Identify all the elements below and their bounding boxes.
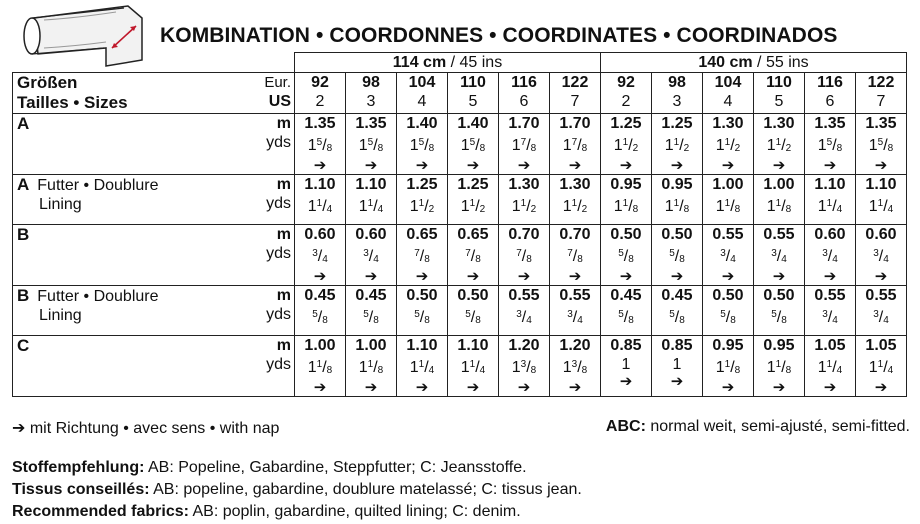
- with-nap-arrow-icon: ➔: [670, 268, 684, 285]
- with-nap-arrow-icon: ➔: [721, 157, 735, 174]
- with-nap-arrow-icon: ➔: [772, 379, 786, 396]
- yardage-cell: 1.40 $1^5/_8$ ➔: [448, 114, 499, 175]
- with-nap-arrow-icon: ➔: [517, 379, 531, 396]
- with-nap-arrow-icon: ➔: [517, 268, 531, 285]
- fabric-yardage-table: [12, 52, 907, 397]
- view-label: B: [13, 225, 253, 286]
- yardage-cell: 0.55 $^3/_4$: [499, 286, 550, 336]
- yardage-cell: 0.95 $1^1/_8$: [601, 175, 652, 225]
- with-nap-arrow-icon: ➔: [415, 379, 429, 396]
- yardage-cell: 0.50 $^5/_8$: [448, 286, 499, 336]
- with-nap-arrow-icon: ➔: [874, 157, 888, 174]
- yardage-cell: 1.05 $1^1/_4$ ➔: [805, 336, 856, 397]
- yardage-cell: 0.60 $^3/_4$ ➔: [856, 225, 907, 286]
- yardage-cell: 1.30 $1^1/_2$: [550, 175, 601, 225]
- with-nap-arrow-icon: ➔: [364, 379, 378, 396]
- with-nap-arrow-icon: ➔: [823, 268, 837, 285]
- page-title: KOMBINATION • COORDONNES • COORDINATES • COORDINADOS: [160, 24, 838, 47]
- yardage-cell: 0.50 $^5/_8$: [703, 286, 754, 336]
- size-column-header: 92 2: [601, 73, 652, 114]
- unit-label: m yds: [253, 225, 295, 286]
- yardage-cell: 1.20 $1^3/_8$ ➔: [550, 336, 601, 397]
- size-column-header: 110 5: [448, 73, 499, 114]
- yardage-cell: 1.00 $1^1/_8$ ➔: [346, 336, 397, 397]
- view-label: C: [13, 336, 253, 397]
- yardage-cell: 1.35 $1^5/_8$ ➔: [805, 114, 856, 175]
- yardage-cell: 1.25 $1^1/_2$ ➔: [652, 114, 703, 175]
- with-nap-arrow-icon: ➔: [313, 268, 327, 285]
- yardage-cell: 0.45 $^5/_8$: [601, 286, 652, 336]
- yardage-cell: 0.85 1 ➔: [652, 336, 703, 397]
- size-column-header: 122 7: [550, 73, 601, 114]
- yardage-cell: 0.65 $^7/_8$ ➔: [397, 225, 448, 286]
- size-column-header: 92 2: [295, 73, 346, 114]
- with-nap-arrow-icon: ➔: [466, 379, 480, 396]
- header-blank: [13, 53, 253, 73]
- with-nap-arrow-icon: ➔: [568, 157, 582, 174]
- yardage-cell: 1.00 $1^1/_8$: [754, 175, 805, 225]
- with-nap-arrow-icon: ➔: [619, 157, 633, 174]
- size-column-header: 104 4: [703, 73, 754, 114]
- yardage-cell: 1.10 $1^1/_4$ ➔: [397, 336, 448, 397]
- yardage-cell: 0.60 $^3/_4$ ➔: [805, 225, 856, 286]
- fit-note: ABC: normal weit, semi-ajusté, semi-fitted.: [605, 418, 910, 435]
- with-nap-note: ➔ mit Richtung • avec sens • with nap: [12, 420, 280, 437]
- fabric-recommendation-en: Recommended fabrics: AB: poplin, gabardine, quilted lining; C: denim.: [12, 503, 521, 520]
- with-nap-arrow-icon: ➔: [823, 379, 837, 396]
- yardage-cell: 1.00 $1^1/_8$ ➔: [295, 336, 346, 397]
- yardage-cell: 0.50 $^5/_8$: [397, 286, 448, 336]
- yardage-cell: 1.35 $1^5/_8$ ➔: [346, 114, 397, 175]
- size-column-header: 110 5: [754, 73, 805, 114]
- yardage-cell: 1.10 $1^1/_4$: [856, 175, 907, 225]
- with-nap-arrow-icon: ➔: [721, 379, 735, 396]
- with-nap-arrow-icon: ➔: [721, 268, 735, 285]
- table-row: [13, 114, 907, 175]
- fabric-recommendation-de: Stoffempfehlung: AB: Popeline, Gabardine, Steppfutter; C: Jeansstoffe.: [12, 459, 527, 476]
- with-nap-arrow-icon: ➔: [823, 157, 837, 174]
- yardage-cell: 0.55 $^3/_4$ ➔: [754, 225, 805, 286]
- with-nap-arrow-icon: ➔: [466, 157, 480, 174]
- size-column-header: 116 6: [499, 73, 550, 114]
- yardage-cell: 1.10 $1^1/_4$: [805, 175, 856, 225]
- with-nap-arrow-icon: ➔: [772, 157, 786, 174]
- unit-label: m yds: [253, 336, 295, 397]
- yardage-cell: 1.10 $1^1/_4$: [346, 175, 397, 225]
- sizes-label: Größen Tailles • Sizes: [13, 73, 253, 114]
- yardage-cell: 0.50 $^5/_8$ ➔: [652, 225, 703, 286]
- with-nap-arrow-icon: ➔: [874, 379, 888, 396]
- size-system-label: Eur. US: [253, 73, 295, 114]
- view-label: A Futter • Doublure Lining: [13, 175, 253, 225]
- size-column-header: 116 6: [805, 73, 856, 114]
- yardage-cell: 0.65 $^7/_8$ ➔: [448, 225, 499, 286]
- with-nap-arrow-icon: ➔: [568, 379, 582, 396]
- yardage-cell: 0.70 $^7/_8$ ➔: [550, 225, 601, 286]
- yardage-cell: 1.30 $1^1/_2$: [499, 175, 550, 225]
- yardage-cell: 0.60 $^3/_4$ ➔: [346, 225, 397, 286]
- yardage-cell: 1.30 $1^1/_2$ ➔: [754, 114, 805, 175]
- yardage-cell: 1.40 $1^5/_8$ ➔: [397, 114, 448, 175]
- with-nap-arrow-icon: ➔: [670, 157, 684, 174]
- yardage-cell: 1.70 $1^7/_8$ ➔: [499, 114, 550, 175]
- yardage-cell: 0.50 $^5/_8$: [754, 286, 805, 336]
- unit-label: m yds: [253, 175, 295, 225]
- yardage-cell: 0.55 $^3/_4$: [856, 286, 907, 336]
- unit-label: m yds: [253, 286, 295, 336]
- yardage-cell: 1.20 $1^3/_8$ ➔: [499, 336, 550, 397]
- with-nap-arrow-icon: ➔: [466, 268, 480, 285]
- with-nap-arrow-icon: ➔: [619, 373, 633, 390]
- size-column-header: 98 3: [652, 73, 703, 114]
- yardage-cell: 1.10 $1^1/_4$ ➔: [448, 336, 499, 397]
- yardage-cell: 1.05 $1^1/_4$ ➔: [856, 336, 907, 397]
- table-row: [13, 336, 907, 397]
- yardage-cell: 1.25 $1^1/_2$: [448, 175, 499, 225]
- table-row: [13, 175, 907, 225]
- yardage-cell: 0.55 $^3/_4$: [550, 286, 601, 336]
- yardage-cell: 0.85 1 ➔: [601, 336, 652, 397]
- with-nap-arrow-icon: ➔: [415, 157, 429, 174]
- view-label: A: [13, 114, 253, 175]
- yardage-cell: 0.60 $^3/_4$ ➔: [295, 225, 346, 286]
- yardage-cell: 0.45 $^5/_8$: [346, 286, 397, 336]
- yardage-cell: 1.25 $1^1/_2$ ➔: [601, 114, 652, 175]
- with-nap-arrow-icon: ➔: [364, 157, 378, 174]
- yardage-cell: 1.35 $1^5/_8$ ➔: [295, 114, 346, 175]
- yardage-cell: 0.95 $1^1/_8$: [652, 175, 703, 225]
- yardage-cell: 1.30 $1^1/_2$ ➔: [703, 114, 754, 175]
- table-row: [13, 225, 907, 286]
- view-label: B Futter • Doublure Lining: [13, 286, 253, 336]
- with-nap-arrow-icon: ➔: [517, 157, 531, 174]
- yardage-cell: 1.70 $1^7/_8$ ➔: [550, 114, 601, 175]
- with-nap-arrow-icon: ➔: [364, 268, 378, 285]
- yardage-cell: 1.00 $1^1/_8$: [703, 175, 754, 225]
- table-row: [13, 286, 907, 336]
- yardage-cell: 1.10 $1^1/_4$: [295, 175, 346, 225]
- fabric-width-group-2: 140 cm / 55 ins: [601, 53, 907, 73]
- yardage-cell: 1.35 $1^5/_8$ ➔: [856, 114, 907, 175]
- size-column-header: 122 7: [856, 73, 907, 114]
- with-nap-arrow-icon: ➔: [619, 268, 633, 285]
- yardage-cell: 0.55 $^3/_4$: [805, 286, 856, 336]
- size-column-header: 104 4: [397, 73, 448, 114]
- with-nap-arrow-icon: ➔: [415, 268, 429, 285]
- with-nap-arrow-icon: ➔: [568, 268, 582, 285]
- yardage-cell: 0.70 $^7/_8$ ➔: [499, 225, 550, 286]
- header-blank: [253, 53, 295, 73]
- yardage-cell: 1.25 $1^1/_2$: [397, 175, 448, 225]
- with-nap-arrow-icon: ➔: [670, 373, 684, 390]
- unit-label: m yds: [253, 114, 295, 175]
- with-nap-arrow-icon: ➔: [772, 268, 786, 285]
- fabric-width-group-1: 114 cm / 45 ins: [295, 53, 601, 73]
- with-nap-arrow-icon: ➔: [313, 157, 327, 174]
- yardage-cell: 0.45 $^5/_8$: [295, 286, 346, 336]
- yardage-cell: 0.95 $1^1/_8$ ➔: [703, 336, 754, 397]
- size-column-header: 98 3: [346, 73, 397, 114]
- with-nap-arrow-icon: ➔: [313, 379, 327, 396]
- yardage-cell: 0.55 $^3/_4$ ➔: [703, 225, 754, 286]
- yardage-cell: 0.95 $1^1/_8$ ➔: [754, 336, 805, 397]
- yardage-cell: 0.45 $^5/_8$: [652, 286, 703, 336]
- with-nap-arrow-icon: ➔: [874, 268, 888, 285]
- yardage-cell: 0.50 $^5/_8$ ➔: [601, 225, 652, 286]
- fabric-recommendation-fr: Tissus conseillés: AB: popeline, gabardine, doublure matelassé; C: tissus jean.: [12, 481, 582, 498]
